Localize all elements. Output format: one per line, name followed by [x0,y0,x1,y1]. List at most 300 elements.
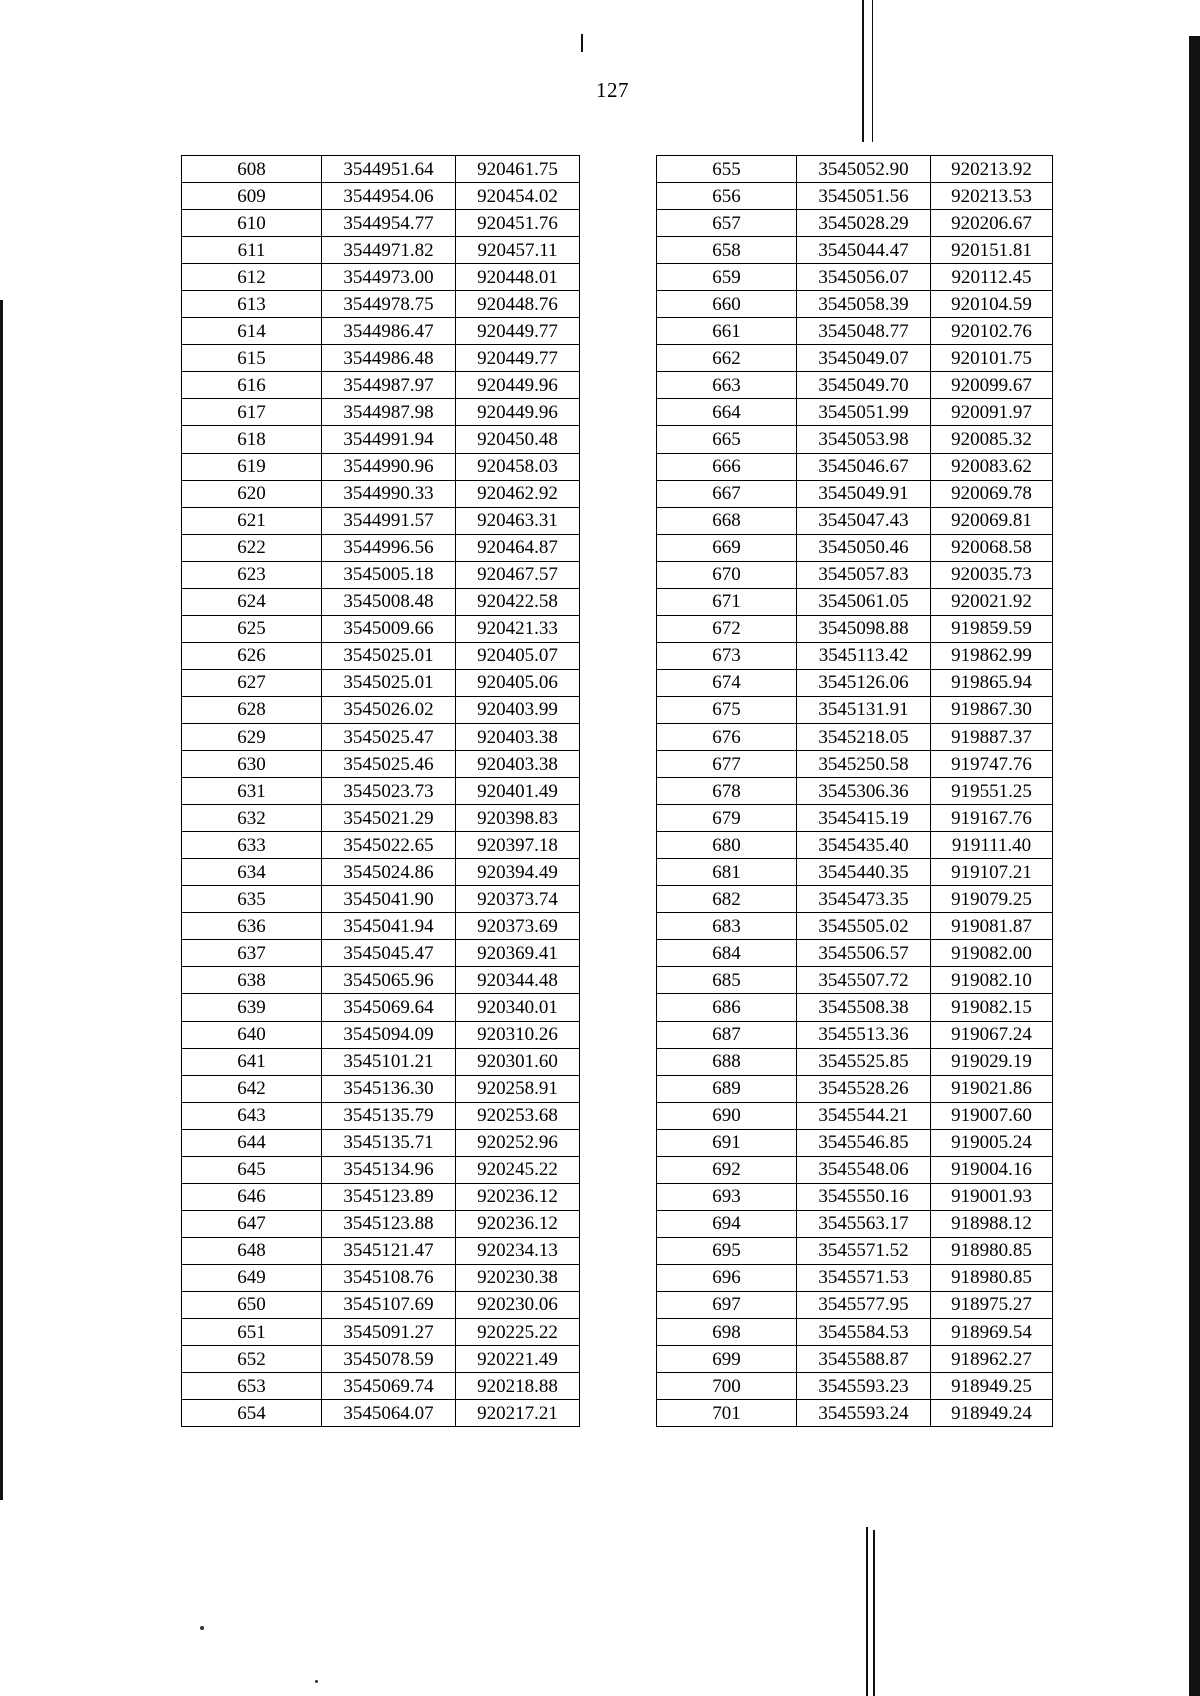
y-coordinate-cell: 920449.77 [456,318,580,345]
point-number-cell: 621 [182,507,322,534]
y-coordinate-cell: 919067.24 [931,1021,1053,1048]
point-number-cell: 630 [182,751,322,778]
x-coordinate-cell: 3545057.83 [797,561,931,588]
x-coordinate-cell: 3545008.48 [322,588,456,615]
table-row [182,210,580,237]
page-number: 127 [596,78,629,102]
scan-edge-line [1189,36,1200,1696]
point-number-cell: 685 [657,967,797,994]
x-coordinate-cell: 3545051.99 [797,399,931,426]
x-coordinate-cell: 3545550.16 [797,1183,931,1210]
point-number-cell: 663 [657,372,797,399]
table-row [182,561,580,588]
x-coordinate-cell: 3545440.35 [797,859,931,886]
table-row [657,453,1053,480]
point-number-cell: 681 [657,859,797,886]
y-coordinate-cell: 920218.88 [456,1373,580,1400]
table-row [182,480,580,507]
y-coordinate-cell: 920403.99 [456,696,580,723]
point-number-cell: 635 [182,886,322,913]
x-coordinate-cell: 3545126.06 [797,669,931,696]
x-coordinate-cell: 3545588.87 [797,1346,931,1373]
table-row [657,1319,1053,1346]
point-number-cell: 659 [657,264,797,291]
x-coordinate-cell: 3545218.05 [797,723,931,750]
x-coordinate-cell: 3544954.06 [322,183,456,210]
y-coordinate-cell: 920373.74 [456,886,580,913]
point-number-cell: 638 [182,967,322,994]
x-coordinate-cell: 3544996.56 [322,534,456,561]
y-coordinate-cell: 920463.31 [456,507,580,534]
x-coordinate-cell: 3545045.47 [322,940,456,967]
y-coordinate-cell: 920449.96 [456,399,580,426]
x-coordinate-cell: 3545131.91 [797,696,931,723]
y-coordinate-cell: 920448.76 [456,291,580,318]
y-coordinate-cell: 920421.33 [456,615,580,642]
x-coordinate-cell: 3545525.85 [797,1048,931,1075]
point-number-cell: 625 [182,615,322,642]
y-coordinate-cell: 920449.96 [456,372,580,399]
table-row [657,778,1053,805]
point-number-cell: 649 [182,1264,322,1291]
x-coordinate-cell: 3545094.09 [322,1021,456,1048]
y-coordinate-cell: 919862.99 [931,642,1053,669]
x-coordinate-cell: 3544987.98 [322,399,456,426]
y-coordinate-cell: 919004.16 [931,1156,1053,1183]
x-coordinate-cell: 3545041.90 [322,886,456,913]
point-number-cell: 671 [657,588,797,615]
table-row [182,886,580,913]
point-number-cell: 694 [657,1210,797,1237]
point-number-cell: 699 [657,1346,797,1373]
x-coordinate-cell: 3544973.00 [322,264,456,291]
table-row [182,696,580,723]
x-coordinate-cell: 3545005.18 [322,561,456,588]
table-row [657,1183,1053,1210]
y-coordinate-cell: 920462.92 [456,480,580,507]
point-number-cell: 665 [657,426,797,453]
table-row [182,399,580,426]
y-coordinate-cell: 920301.60 [456,1048,580,1075]
y-coordinate-cell: 919001.93 [931,1183,1053,1210]
y-coordinate-cell: 918949.24 [931,1400,1053,1427]
table-row [657,913,1053,940]
table-row [182,588,580,615]
table-row [657,291,1053,318]
y-coordinate-cell: 920401.49 [456,778,580,805]
x-coordinate-cell: 3545250.58 [797,751,931,778]
y-coordinate-cell: 920458.03 [456,453,580,480]
x-coordinate-cell: 3544991.94 [322,426,456,453]
x-coordinate-cell: 3545053.98 [797,426,931,453]
x-coordinate-cell: 3544978.75 [322,291,456,318]
y-coordinate-cell: 920340.01 [456,994,580,1021]
x-coordinate-cell: 3545136.30 [322,1075,456,1102]
x-coordinate-cell: 3545571.52 [797,1237,931,1264]
point-number-cell: 642 [182,1075,322,1102]
table-row [182,453,580,480]
table-row [182,859,580,886]
table-row [182,832,580,859]
scan-speck [315,1680,318,1683]
y-coordinate-cell: 918980.85 [931,1237,1053,1264]
y-coordinate-cell: 920236.12 [456,1183,580,1210]
point-number-cell: 622 [182,534,322,561]
table-row [657,723,1053,750]
point-number-cell: 655 [657,156,797,183]
y-coordinate-cell: 920405.06 [456,669,580,696]
y-coordinate-cell: 920021.92 [931,588,1053,615]
y-coordinate-cell: 918969.54 [931,1319,1053,1346]
x-coordinate-cell: 3545056.07 [797,264,931,291]
x-coordinate-cell: 3545415.19 [797,805,931,832]
table-row [182,1237,580,1264]
table-row [657,507,1053,534]
x-coordinate-cell: 3545101.21 [322,1048,456,1075]
point-number-cell: 623 [182,561,322,588]
y-coordinate-cell: 920035.73 [931,561,1053,588]
x-coordinate-cell: 3545024.86 [322,859,456,886]
point-number-cell: 653 [182,1373,322,1400]
x-coordinate-cell: 3545069.74 [322,1373,456,1400]
table-row [182,291,580,318]
x-coordinate-cell: 3545047.43 [797,507,931,534]
point-number-cell: 657 [657,210,797,237]
y-coordinate-cell: 920369.41 [456,940,580,967]
table-row [182,615,580,642]
point-number-cell: 643 [182,1102,322,1129]
table-row [657,1264,1053,1291]
table-row [657,1075,1053,1102]
x-coordinate-cell: 3545025.01 [322,642,456,669]
y-coordinate-cell: 919551.25 [931,778,1053,805]
point-number-cell: 687 [657,1021,797,1048]
table-row [182,967,580,994]
y-coordinate-cell: 920102.76 [931,318,1053,345]
x-coordinate-cell: 3545593.24 [797,1400,931,1427]
x-coordinate-cell: 3545022.65 [322,832,456,859]
y-coordinate-cell: 919079.25 [931,886,1053,913]
point-number-cell: 610 [182,210,322,237]
x-coordinate-cell: 3545025.47 [322,723,456,750]
table-row [182,426,580,453]
table-row [657,561,1053,588]
table-row [657,399,1053,426]
point-number-cell: 676 [657,723,797,750]
y-coordinate-cell: 920245.22 [456,1156,580,1183]
scan-edge-line [873,1530,875,1696]
x-coordinate-cell: 3544954.77 [322,210,456,237]
table-row [182,1264,580,1291]
point-number-cell: 641 [182,1048,322,1075]
point-number-cell: 609 [182,183,322,210]
table-row [182,1156,580,1183]
x-coordinate-cell: 3545546.85 [797,1129,931,1156]
y-coordinate-cell: 920464.87 [456,534,580,561]
x-coordinate-cell: 3545593.23 [797,1373,931,1400]
point-number-cell: 669 [657,534,797,561]
y-coordinate-cell: 920461.75 [456,156,580,183]
table-row [182,1291,580,1318]
table-row [657,1237,1053,1264]
y-coordinate-cell: 919865.94 [931,669,1053,696]
point-number-cell: 634 [182,859,322,886]
point-number-cell: 700 [657,1373,797,1400]
table-row [182,156,580,183]
point-number-cell: 668 [657,507,797,534]
scan-edge-line [872,0,873,142]
point-number-cell: 640 [182,1021,322,1048]
x-coordinate-cell: 3544990.96 [322,453,456,480]
y-coordinate-cell: 920253.68 [456,1102,580,1129]
point-number-cell: 618 [182,426,322,453]
x-coordinate-cell: 3545026.02 [322,696,456,723]
point-number-cell: 654 [182,1400,322,1427]
x-coordinate-cell: 3545044.47 [797,237,931,264]
y-coordinate-cell: 920206.67 [931,210,1053,237]
y-coordinate-cell: 920213.53 [931,183,1053,210]
table-row [182,778,580,805]
x-coordinate-cell: 3545078.59 [322,1346,456,1373]
x-coordinate-cell: 3545025.01 [322,669,456,696]
table-row [657,588,1053,615]
x-coordinate-cell: 3544987.97 [322,372,456,399]
table-row [182,1048,580,1075]
x-coordinate-cell: 3544986.48 [322,345,456,372]
table-row [182,994,580,1021]
y-coordinate-cell: 920450.48 [456,426,580,453]
x-coordinate-cell: 3545023.73 [322,778,456,805]
x-coordinate-cell: 3545009.66 [322,615,456,642]
y-coordinate-cell: 920310.26 [456,1021,580,1048]
x-coordinate-cell: 3545021.29 [322,805,456,832]
point-number-cell: 633 [182,832,322,859]
point-number-cell: 636 [182,913,322,940]
point-number-cell: 617 [182,399,322,426]
point-number-cell: 632 [182,805,322,832]
table-row [657,534,1053,561]
point-number-cell: 674 [657,669,797,696]
point-number-cell: 645 [182,1156,322,1183]
x-coordinate-cell: 3545571.53 [797,1264,931,1291]
y-coordinate-cell: 920217.21 [456,1400,580,1427]
point-number-cell: 692 [657,1156,797,1183]
y-coordinate-cell: 920230.38 [456,1264,580,1291]
y-coordinate-cell: 919005.24 [931,1129,1053,1156]
point-number-cell: 650 [182,1291,322,1318]
x-coordinate-cell: 3545025.46 [322,751,456,778]
point-number-cell: 620 [182,480,322,507]
table-row [657,1102,1053,1129]
x-coordinate-cell: 3545135.71 [322,1129,456,1156]
x-coordinate-cell: 3545051.56 [797,183,931,210]
point-number-cell: 667 [657,480,797,507]
y-coordinate-cell: 919887.37 [931,723,1053,750]
y-coordinate-cell: 919029.19 [931,1048,1053,1075]
y-coordinate-cell: 920104.59 [931,291,1053,318]
table-row [657,1346,1053,1373]
x-coordinate-cell: 3545069.64 [322,994,456,1021]
x-coordinate-cell: 3545508.38 [797,994,931,1021]
x-coordinate-cell: 3545113.42 [797,642,931,669]
x-coordinate-cell: 3545121.47 [322,1237,456,1264]
x-coordinate-cell: 3545108.76 [322,1264,456,1291]
point-number-cell: 627 [182,669,322,696]
y-coordinate-cell: 920221.49 [456,1346,580,1373]
y-coordinate-cell: 918962.27 [931,1346,1053,1373]
point-number-cell: 658 [657,237,797,264]
y-coordinate-cell: 920225.22 [456,1319,580,1346]
table-row [657,967,1053,994]
x-coordinate-cell: 3545048.77 [797,318,931,345]
y-coordinate-cell: 920213.92 [931,156,1053,183]
point-number-cell: 656 [657,183,797,210]
y-coordinate-cell: 918975.27 [931,1291,1053,1318]
point-number-cell: 680 [657,832,797,859]
x-coordinate-cell: 3545306.36 [797,778,931,805]
point-number-cell: 629 [182,723,322,750]
y-coordinate-cell: 920230.06 [456,1291,580,1318]
x-coordinate-cell: 3545058.39 [797,291,931,318]
point-number-cell: 624 [182,588,322,615]
y-coordinate-cell: 920454.02 [456,183,580,210]
x-coordinate-cell: 3545435.40 [797,832,931,859]
y-coordinate-cell: 920083.62 [931,453,1053,480]
table-row [657,1129,1053,1156]
y-coordinate-cell: 920252.96 [456,1129,580,1156]
table-row [657,696,1053,723]
x-coordinate-cell: 3544951.64 [322,156,456,183]
table-row [657,642,1053,669]
table-row [182,1400,580,1427]
y-coordinate-cell: 920101.75 [931,345,1053,372]
table-row [182,534,580,561]
point-number-cell: 616 [182,372,322,399]
table-row [182,318,580,345]
point-number-cell: 639 [182,994,322,1021]
table-row [182,1210,580,1237]
x-coordinate-cell: 3545135.79 [322,1102,456,1129]
y-coordinate-cell: 919747.76 [931,751,1053,778]
table-row [657,156,1053,183]
x-coordinate-cell: 3545061.05 [797,588,931,615]
table-row [182,642,580,669]
x-coordinate-cell: 3545091.27 [322,1319,456,1346]
table-row [182,669,580,696]
x-coordinate-cell: 3545098.88 [797,615,931,642]
point-number-cell: 666 [657,453,797,480]
table-row [182,1075,580,1102]
point-number-cell: 686 [657,994,797,1021]
y-coordinate-cell: 920394.49 [456,859,580,886]
y-coordinate-cell: 920451.76 [456,210,580,237]
scan-edge-line [866,1527,868,1696]
y-coordinate-cell: 920467.57 [456,561,580,588]
y-coordinate-cell: 920151.81 [931,237,1053,264]
y-coordinate-cell: 920069.78 [931,480,1053,507]
x-coordinate-cell: 3545544.21 [797,1102,931,1129]
table-row [657,751,1053,778]
table-row [657,805,1053,832]
table-row [657,1021,1053,1048]
x-coordinate-cell: 3545052.90 [797,156,931,183]
table-row [657,832,1053,859]
x-coordinate-cell: 3545049.91 [797,480,931,507]
table-row [657,426,1053,453]
x-coordinate-cell: 3545505.02 [797,913,931,940]
table-row [182,1021,580,1048]
y-coordinate-cell: 920258.91 [456,1075,580,1102]
x-coordinate-cell: 3545046.67 [797,453,931,480]
point-number-cell: 648 [182,1237,322,1264]
table-row [182,913,580,940]
table-row [182,723,580,750]
point-number-cell: 698 [657,1319,797,1346]
y-coordinate-cell: 920234.13 [456,1237,580,1264]
point-number-cell: 672 [657,615,797,642]
point-number-cell: 612 [182,264,322,291]
y-coordinate-cell: 920112.45 [931,264,1053,291]
x-coordinate-cell: 3545064.07 [322,1400,456,1427]
y-coordinate-cell: 920398.83 [456,805,580,832]
table-row [657,237,1053,264]
scan-edge-line [0,300,3,1500]
y-coordinate-cell: 920373.69 [456,913,580,940]
point-number-cell: 697 [657,1291,797,1318]
point-number-cell: 628 [182,696,322,723]
x-coordinate-cell: 3545584.53 [797,1319,931,1346]
x-coordinate-cell: 3545134.96 [322,1156,456,1183]
scan-edge-line [862,0,864,142]
point-number-cell: 644 [182,1129,322,1156]
point-number-cell: 626 [182,642,322,669]
point-number-cell: 647 [182,1210,322,1237]
table-row [182,1183,580,1210]
y-coordinate-cell: 918980.85 [931,1264,1053,1291]
point-number-cell: 682 [657,886,797,913]
point-number-cell: 608 [182,156,322,183]
point-number-cell: 690 [657,1102,797,1129]
y-coordinate-cell: 920397.18 [456,832,580,859]
x-coordinate-cell: 3545548.06 [797,1156,931,1183]
point-number-cell: 679 [657,805,797,832]
point-number-cell: 660 [657,291,797,318]
y-coordinate-cell: 920422.58 [456,588,580,615]
point-number-cell: 670 [657,561,797,588]
point-number-cell: 696 [657,1264,797,1291]
point-number-cell: 675 [657,696,797,723]
x-coordinate-cell: 3545506.57 [797,940,931,967]
point-number-cell: 631 [182,778,322,805]
table-row [657,372,1053,399]
point-number-cell: 673 [657,642,797,669]
x-coordinate-cell: 3544990.33 [322,480,456,507]
y-coordinate-cell: 919107.21 [931,859,1053,886]
y-coordinate-cell: 920344.48 [456,967,580,994]
y-coordinate-cell: 919082.00 [931,940,1053,967]
point-number-cell: 613 [182,291,322,318]
x-coordinate-cell: 3544986.47 [322,318,456,345]
point-number-cell: 637 [182,940,322,967]
y-coordinate-cell: 920403.38 [456,751,580,778]
y-coordinate-cell: 918949.25 [931,1373,1053,1400]
point-number-cell: 677 [657,751,797,778]
y-coordinate-cell: 920457.11 [456,237,580,264]
table-row [657,669,1053,696]
table-row [657,1373,1053,1400]
scan-speck [200,1626,204,1630]
table-row [657,183,1053,210]
